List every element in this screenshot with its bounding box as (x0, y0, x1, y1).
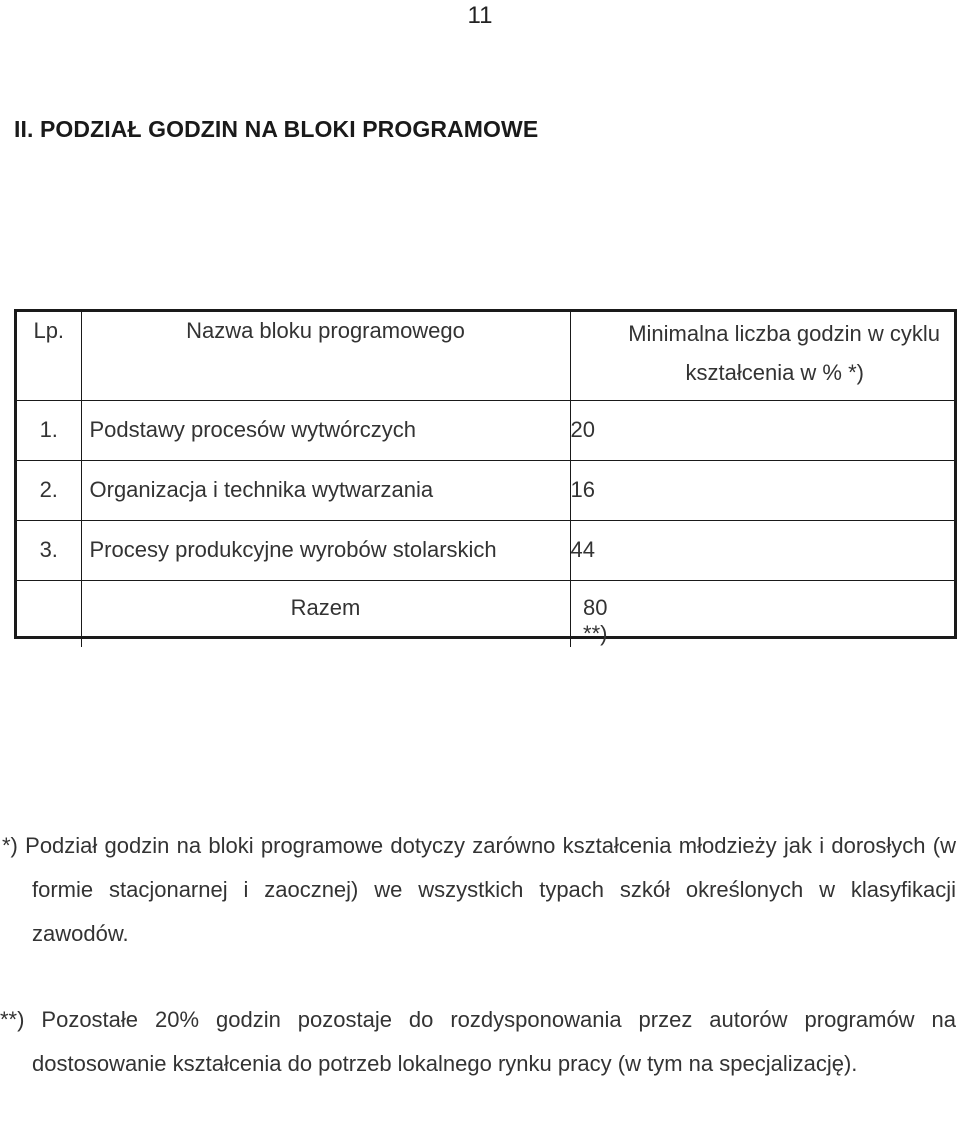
table-total-row (17, 580, 954, 647)
row-value: 16 (570, 460, 954, 520)
header-block-name: Nazwa bloku programowego (81, 312, 570, 400)
section-heading: II. PODZIAŁ GODZIN NA BLOKI PROGRAMOWE (14, 116, 539, 142)
table-row (17, 520, 954, 580)
header-min-hours (570, 312, 954, 400)
row-block-name: Podstawy procesów wytwórczych (81, 400, 570, 460)
row-block-name: Procesy produkcyjne wyrobów stolarskich (81, 520, 570, 580)
row-value: 44 (570, 520, 954, 580)
footnote-1: *) Podział godzin na bloki programowe dotyczy zarówno kształcenia młodzieży jak i dorosłych (w formie stacjonarnej i zaocznej) we wszystkich typach szkół określonych w klasyfikacji zawodów. (2, 833, 956, 946)
row-lp: 3. (17, 520, 81, 580)
table-row (17, 460, 954, 520)
row-lp: 2. (17, 460, 81, 520)
program-blocks-table (14, 309, 957, 646)
header-lp: Lp. (17, 312, 81, 400)
total-label: Razem (81, 580, 570, 647)
total-value: 80 **) (570, 580, 954, 647)
table-row (17, 400, 954, 460)
row-value: 20 (570, 400, 954, 460)
header-min-hours-line2: kształcenia w % *) (685, 360, 864, 385)
header-min-hours-line1: Minimalna liczba godzin w cyklu (628, 321, 940, 346)
row-lp: 1. (17, 400, 81, 460)
table-header-row (17, 312, 954, 400)
footnote-2: **) Pozostałe 20% godzin pozostaje do rozdysponowania przez autorów programów na dostosowanie kształcenia do potrzeb lokalnego rynku pracy (w tym na specjalizację). (0, 1007, 956, 1076)
total-lp-empty (17, 580, 81, 647)
page-number: 11 (467, 2, 493, 29)
row-block-name: Organizacja i technika wytwarzania (81, 460, 570, 520)
